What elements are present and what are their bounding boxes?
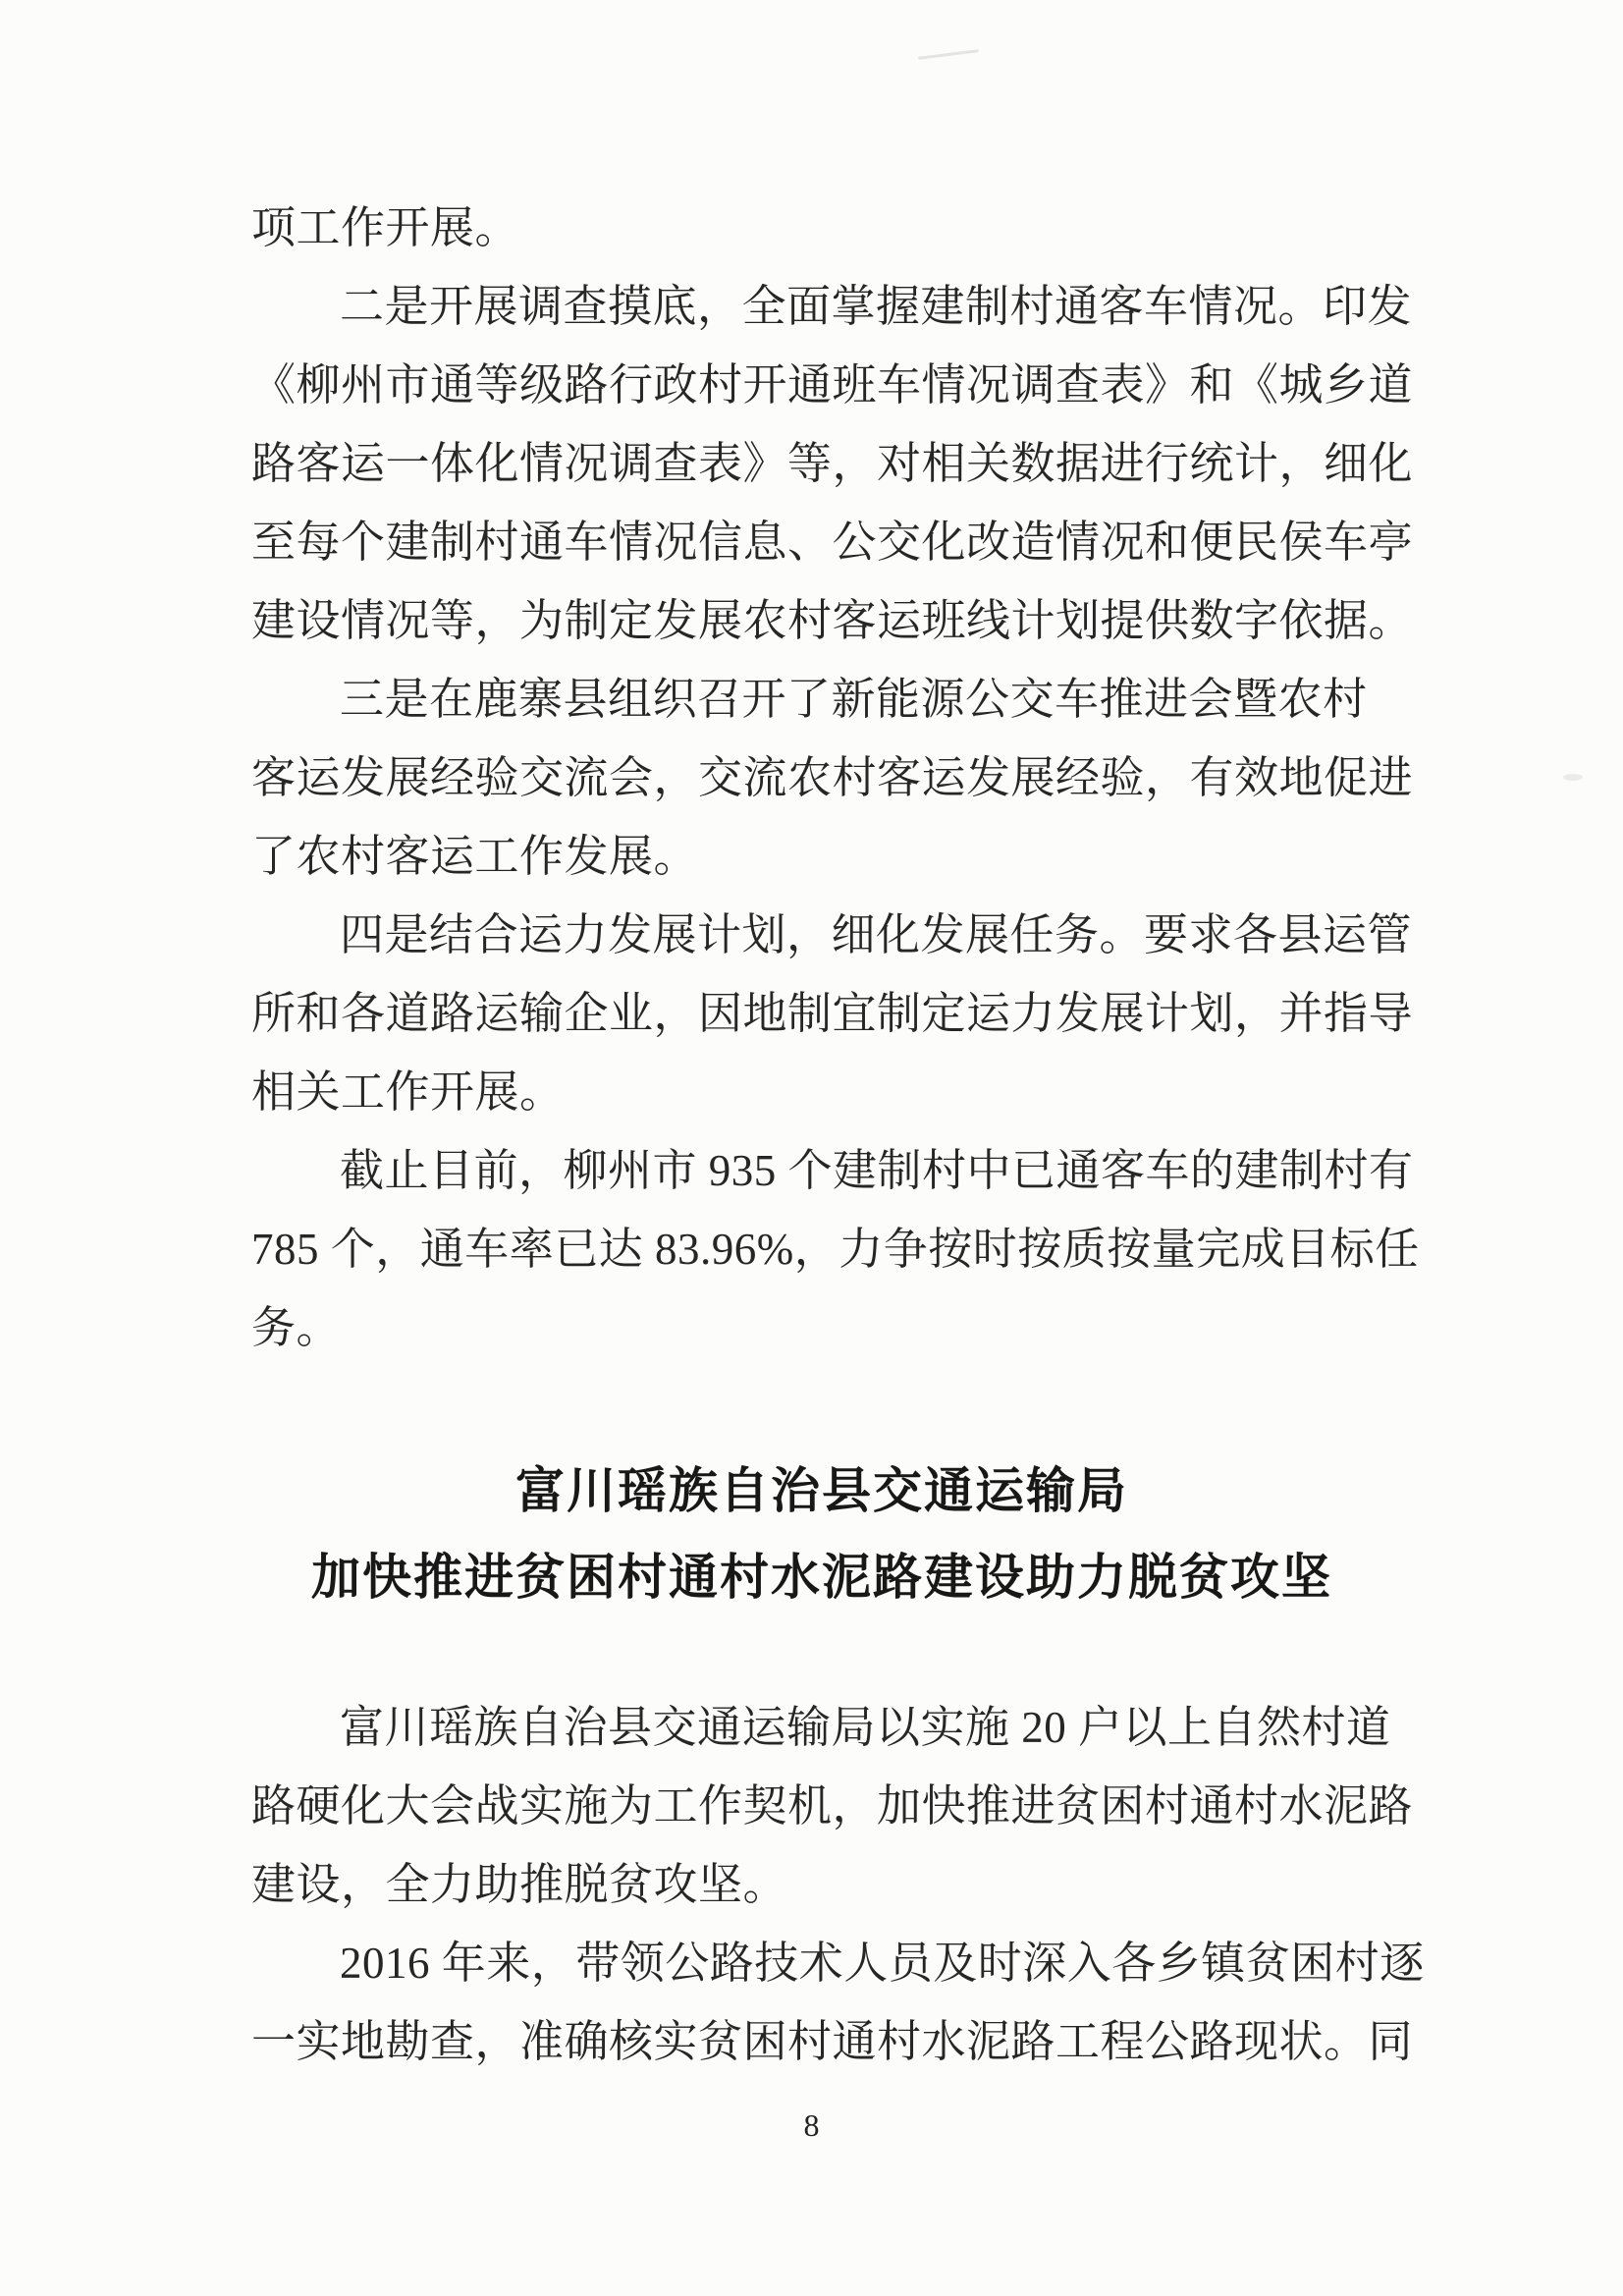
paragraph-block-bottom [251, 1688, 1425, 2081]
text-line: 截止目前，柳州市 935 个建制村中已通客车的建制村有 [340, 1146, 1414, 1195]
text-line: 《柳州市通等级路行政村开通班车情况调查表》和《城乡道 [251, 360, 1414, 410]
article-title [251, 1448, 1392, 1620]
text-line: 建设情况等，为制定发展农村客运班线计划提供数字依据。 [251, 596, 1414, 645]
text-line: 路客运一体化情况调查表》等，对相关数据进行统计，细化 [251, 439, 1414, 488]
page-number: 8 [803, 2107, 820, 2143]
text-line: 二是开展调查摸底，全面掌握建制村通客车情况。印发 [340, 282, 1413, 331]
article-title-line-1: 富川瑶族自治县交通运输局 [515, 1463, 1128, 1518]
text-line: 一实地勘查，准确核实贫困村通村水泥路工程公路现状。同 [251, 2017, 1414, 2066]
article-body [251, 189, 1425, 2081]
text-line: 路硬化大会战实施为工作契机，加快推进贫困村通村水泥路 [251, 1781, 1414, 1831]
article-title-line-2: 加快推进贫困村通村水泥路建设助力脱贫攻坚 [311, 1550, 1332, 1605]
text-line: 客运发展经验交流会，交流农村客运发展经验，有效地促进 [251, 753, 1414, 802]
text-line: 785 个，通车率已达 83.96%，力争按时按质按量完成目标任 [251, 1225, 1420, 1274]
scan-artifact [1563, 774, 1583, 781]
paragraph-block-top [251, 189, 1420, 1367]
text-line: 项工作开展。 [251, 203, 520, 252]
text-line: 相关工作开展。 [251, 1067, 565, 1117]
text-line: 至每个建制村通车情况信息、公交化改造情况和便民侯车亭 [251, 518, 1414, 567]
text-line: 2016 年来，带领公路技术人员及时深入各乡镇贫困村逐 [340, 1939, 1425, 1988]
text-line: 所和各道路运输企业，因地制宜制定运力发展计划，并指导 [251, 989, 1414, 1038]
text-line: 了农村客运工作发展。 [251, 832, 699, 881]
text-line: 四是结合运力发展计划，细化发展任务。要求各县运管 [340, 910, 1413, 959]
text-line: 三是在鹿寨县组织召开了新能源公交车推进会暨农村 [340, 675, 1368, 724]
scan-artifact [918, 49, 979, 60]
text-line: 富川瑶族自治县交通运输局以实施 20 户以上自然村道 [340, 1703, 1391, 1752]
text-line: 建设，全力助推脱贫攻坚。 [251, 1860, 788, 1909]
text-line: 务。 [251, 1303, 342, 1352]
